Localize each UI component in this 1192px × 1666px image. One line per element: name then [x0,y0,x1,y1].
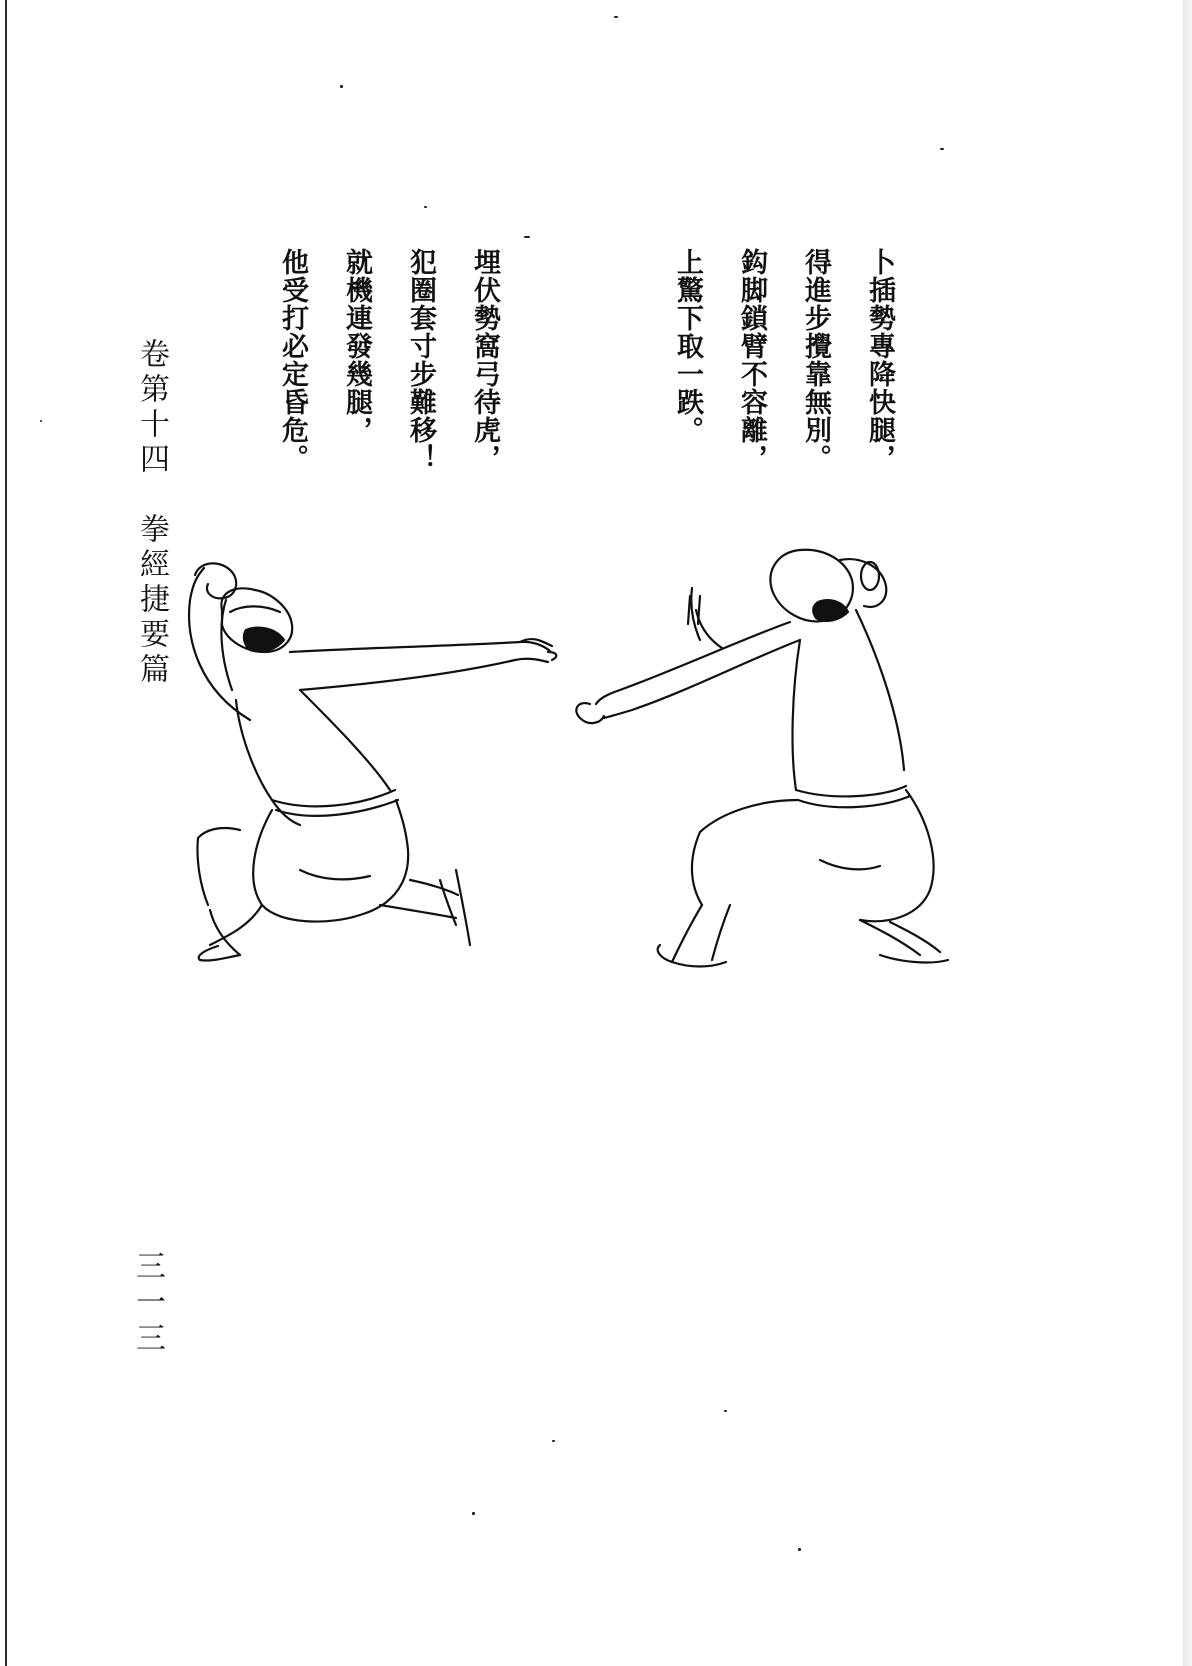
left-figure [189,563,556,960]
running-header: 卷第十四 拳經捷要篇 [134,338,169,688]
page-number: 三一三 [130,1250,165,1358]
verse-left-line-2: 犯圈套寸步難移！ [405,248,436,472]
right-figure [576,550,948,967]
verse-left-line-1: 埋伏勢窩弓待虎， [469,248,500,472]
verse-left-line-4: 他受打必定昏危。 [277,248,308,472]
verse-right-line-3: 鈎脚鎖臂不容離， [736,248,767,472]
verse-right-line-2: 得進步攪靠無別。 [800,248,831,472]
verse-left-line-3: 就機連發幾腿， [341,248,372,444]
verse-right-line-1: 卜插勢專降快腿， [864,248,895,472]
verse-right-line-4: 上驚下取一跌。 [672,248,703,444]
